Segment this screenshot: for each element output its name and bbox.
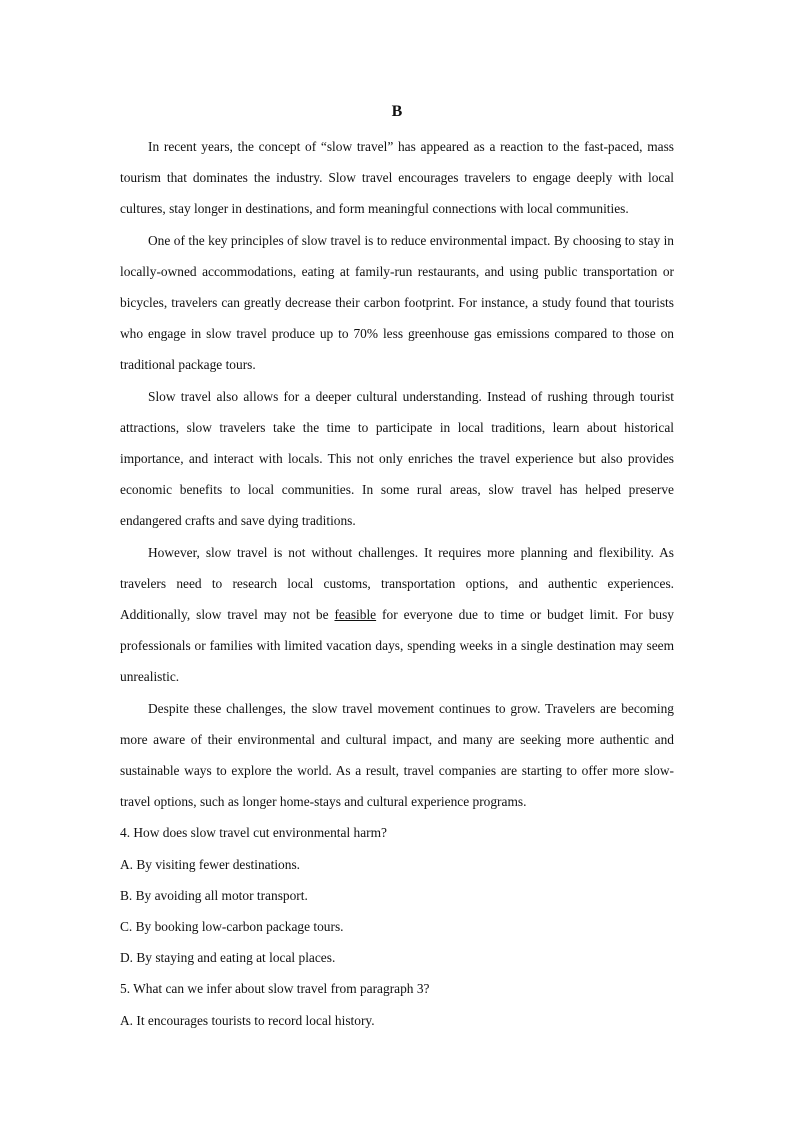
paragraph-4 xyxy=(120,537,674,693)
question-4-option-a: A. By visiting fewer destinations. xyxy=(120,856,301,872)
paragraph-4-text-after: for everyone due to time or budget limit. For busy professionals or families with limited vacation days, spending weeks in a single destination may seem unrealistic. xyxy=(120,607,674,685)
question-4-option-b: B. By avoiding all motor transport. xyxy=(120,887,308,903)
section-heading: B xyxy=(391,103,403,120)
paragraph-1: In recent years, the concept of “slow travel” has appeared as a reaction to the fast-paced, mass tourism that dominates the industry. Slow travel encourages travelers to engage deeply with local cultures, stay longer in destinations, and form meaningful connections with local communities. xyxy=(120,139,674,217)
question-4-stem: 4. How does slow travel cut environmental harm? xyxy=(120,825,387,841)
paragraph-4-text-before: However, slow travel is not without challenges. It requires more planning and flexibility. As travelers need to research local customs, transportation options, and authentic experiences. Additionally, slow travel may not be xyxy=(120,544,674,623)
question-4-option-c: C. By booking low-carbon package tours. xyxy=(120,919,344,935)
question-4-option-d: D. By staying and eating at local places. xyxy=(120,950,336,966)
underlined-word-feasible: feasible xyxy=(334,607,377,623)
paragraph-3: Slow travel also allows for a deeper cultural understanding. Instead of rushing through tourist attractions, slow travelers take the time to participate in local traditions, learn about historical importance, and interact with locals. This not only enriches the travel experience but also provides economic benefits to local communities. In some rural areas, slow travel has helped preserve endangered crafts and save dying traditions. xyxy=(120,388,674,529)
paragraph-2: One of the key principles of slow travel is to reduce environmental impact. By choosing to stay in locally-owned accommodations, eating at family-run restaurants, and using public transportation or bicycles, travelers can greatly decrease their carbon footprint. For instance, a study found that tourists who engage in slow travel produce up to 70% less greenhouse gas emissions compared to those on traditional package tours. xyxy=(120,232,674,373)
question-5-option-a: A. It encourages tourists to record local history. xyxy=(120,1012,375,1028)
passage-body xyxy=(120,131,674,1036)
question-5-stem: 5. What can we infer about slow travel from paragraph 3? xyxy=(120,981,430,997)
paragraph-5: Despite these challenges, the slow travel movement continues to grow. Travelers are becoming more aware of their environmental and cultural impact, and many are seeking more authentic and sustainable ways to explore the world. As a result, travel companies are starting to offer more slow-travel options, such as longer home-stays and cultural experience programs. xyxy=(120,700,674,810)
